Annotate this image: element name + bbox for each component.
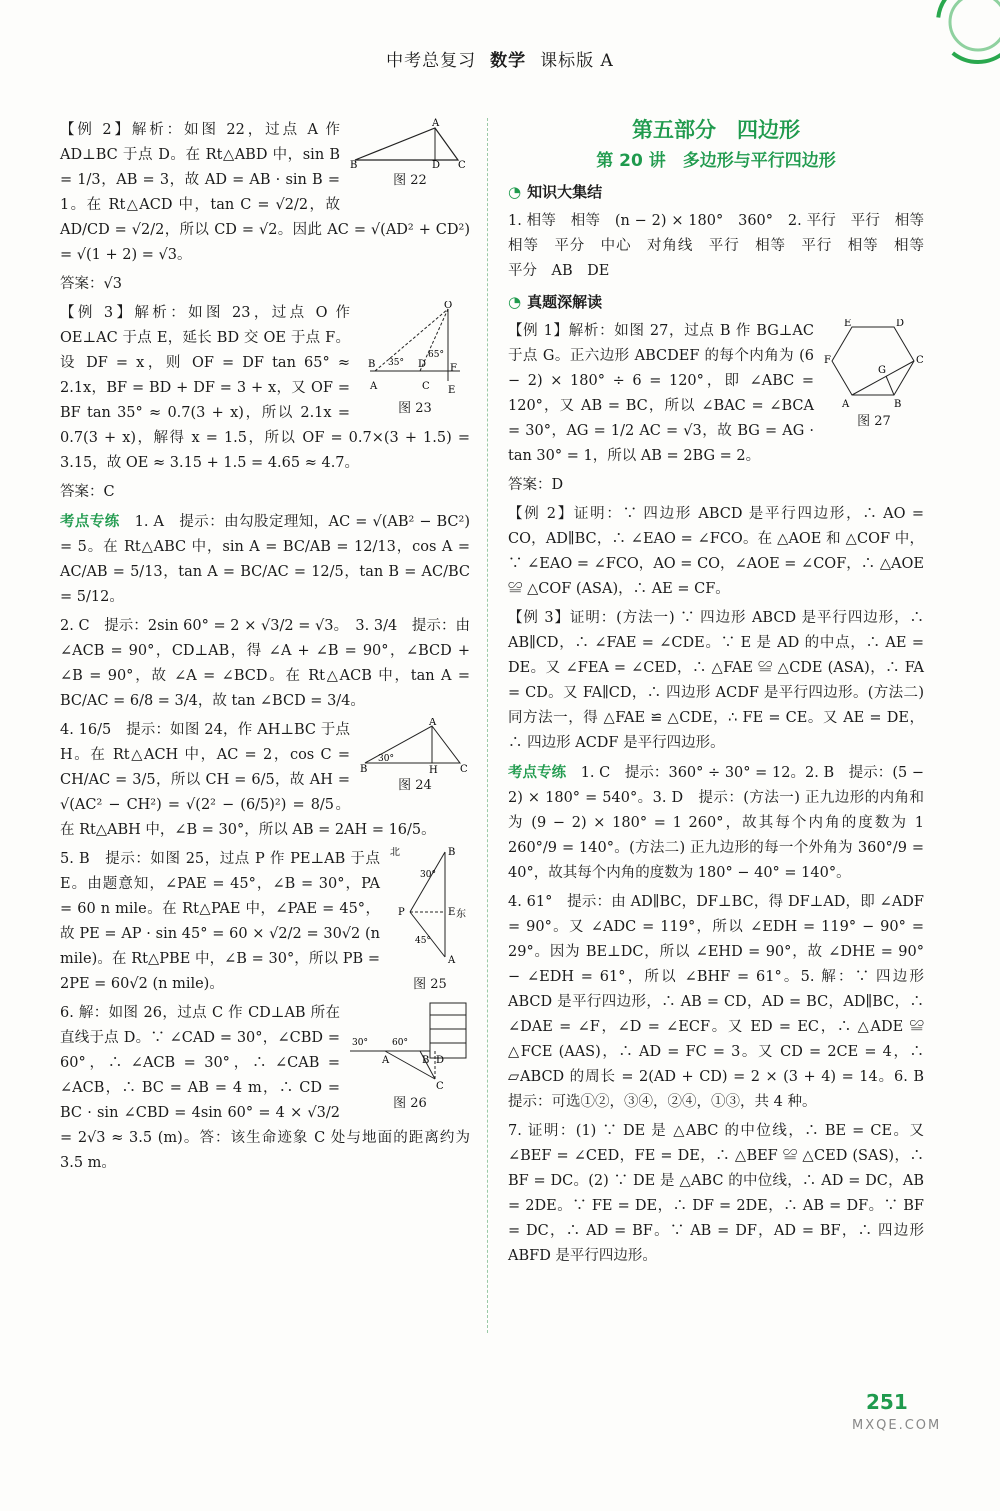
practice-right-7: 7. 证明：(1) ∵ DE 是 △ABC 的中位线，∴ BE = CE。又 ∠BEF = ∠CED，FE = DE，∴ △BEF ≌ △CED (SAS)，∴ BF = DC。(2) ∵ DE 是 △ABC 的中位线，∴ AD = DC，AB = 2DE。∵ FE = DE，∴ DF = 2DE，∴ AB = DF。∵ BF = DC，∴ AD = BF。∵ AB = DF，AD = BF，∴ 四边形 ABFD 是平行四边形。 xyxy=(508,1123,924,1264)
svg-text:30°: 30° xyxy=(378,754,394,764)
svg-text:D: D xyxy=(896,319,905,329)
svg-text:30°: 30° xyxy=(420,870,436,880)
figure-27-caption: 图 27 xyxy=(857,414,891,429)
part-title: 第五部分 四边形 xyxy=(632,118,800,142)
hexagon-figure-27 xyxy=(824,319,924,409)
knowledge-heading-text: 知识大集结 xyxy=(527,183,603,201)
practice-right-1-text: 1. C 提示：360° ÷ 30° = 12。2. B 提示：(5 − 2) × 180° = 540°。3. D 提示：(方法一) 正九边形的内角和为 (9 − 2) × 180° = 1 260°，故其每个内角的度数为 1 260°/9 = 140°。(方法二) 正九边形的每一个外角为 360°/9 = 40°，故其每个内角的度数为 180° − 40° = 140°。 xyxy=(508,765,925,881)
svg-text:65°: 65° xyxy=(428,350,444,360)
example-2-proof: 【例 2】证明：∵ 四边形 ABCD 是平行四边形，∴ AO = CO，AD∥BC，∴ ∠EAO = ∠FCO。在 △AOE 和 △COF 中，∵ ∠EAO = ∠FCO，AO = CO，∠AOE = ∠COF，∴ △AOE ≌ △COF (ASA)，∴ AE = CF。 xyxy=(508,506,924,597)
examples-heading-text: 真题深解读 xyxy=(527,293,603,311)
circle-bullet-icon: ◔ xyxy=(508,293,522,311)
svg-text:A: A xyxy=(382,1055,390,1066)
practice-label-right: 考点专练 xyxy=(508,764,567,781)
figure-27 xyxy=(824,319,924,434)
svg-text:C: C xyxy=(916,355,924,366)
svg-text:E: E xyxy=(844,319,852,329)
svg-text:C: C xyxy=(436,1081,444,1091)
svg-text:B: B xyxy=(422,1055,430,1066)
svg-text:A: A xyxy=(429,718,437,728)
figure-24-caption: 图 24 xyxy=(398,778,432,793)
knowledge-answers: 1. 相等 相等 (n − 2) × 180° 360° 2. 平行 平行 相等 相等 平分 中心 对角线 平行 相等 平行 相等 相等 平分 AB DE xyxy=(508,213,939,279)
practice-right-1 xyxy=(508,760,924,886)
navigation-figure-25 xyxy=(390,847,470,972)
svg-text:B: B xyxy=(894,399,902,409)
svg-text:45°: 45° xyxy=(415,936,431,946)
example-3-answer: 答案：C xyxy=(60,484,115,500)
figure-25 xyxy=(390,847,470,997)
svg-text:东: 东 xyxy=(456,909,466,920)
practice-6: 6. 解：如图 26，过点 C 作 CD⊥AB 所在直线于点 D。∵ ∠CAD = 30°，∠CBD = 60°，∴ ∠ACB = 30°，∴ ∠CAB = ∠ACB，∴ BC = AB = 4 m，∴ CD = BC · sin ∠CBD = 4sin 60° = 4 × √3/2 = 2√3 ≈ 3.5 (m)。答：该生命迹象 C 处与地面的距离约为 3.5 m。 xyxy=(60,1005,470,1171)
svg-text:C: C xyxy=(422,381,430,392)
triangle-figure-24 xyxy=(360,718,470,773)
lecture-title: 第 20 讲 多边形与平行四边形 xyxy=(596,151,836,171)
header-edition: 课标版 A xyxy=(540,51,614,71)
examples-heading xyxy=(508,290,924,315)
figure-22 xyxy=(350,118,470,193)
svg-text:A: A xyxy=(432,118,440,129)
figure-25-caption: 图 25 xyxy=(413,977,447,992)
example-2-solution: 【例 2】解析：如图 22，过点 A 作 AD⊥BC 于点 D。在 Rt△ABD 中，sin B = 1/3，AB = 3，故 AD = AB · sin B = 1。在 Rt△ACD 中，tan C = √2/2，故 AD/CD = √2/2，所以 CD = √2。因此 AC = √(AD² + CD²) = √(1 + 2) = √3。 xyxy=(60,122,470,263)
svg-text:B: B xyxy=(360,764,368,773)
page-number: 251 xyxy=(866,1390,908,1414)
watermark: MXQE.COM xyxy=(852,1418,942,1433)
practice-4: 4. 16/5 提示：如图 24，作 AH⊥BC 于点 H。在 Rt△ACH 中，AC = 2，cos C = CH/AC = 3/5，所以 CH = 6/5，故 AH = √(AC² − CH²) = √(2² − (6/5)²) = 8/5。在 Rt△ABH 中，∠B = 30°，所以 AB = 2AH = 16/5。 xyxy=(60,722,436,838)
practice-5: 5. B 提示：如图 25，过点 P 作 PE⊥AB 于点 E。由题意知，∠PAE = 45°，∠B = 30°，PA = 60 n mile。在 Rt△PAE 中，∠PAE = 45°，故 PE = AP · sin 45° = 60 × √2/2 = 30√2 (n mile)。在 Rt△PBE 中，∠B = 30°，所以 PB = 2PE = 60√2 (n mile)。 xyxy=(60,851,380,992)
example-3-proof: 【例 3】证明：(方法一) ∵ 四边形 ABCD 是平行四边形，∴ AB∥CD，∴ ∠FAE = ∠CDE。∵ E 是 AD 的中点，∴ AE = DE。又 ∠FEA = ∠CED，∴ △FAE ≌ △CDE (ASA)，∴ FA = CD。又 FA∥CD，∴ 四边形 ACDF 是平行四边形。(方法二) 同方法一，得 △FAE ≌ △CDE，∴ FE = CE。又 AE = DE，∴ 四边形 ACDF 是平行四边形。 xyxy=(508,610,924,751)
svg-text:北: 北 xyxy=(390,847,400,858)
svg-text:E: E xyxy=(448,385,456,396)
figure-23-caption: 图 23 xyxy=(398,401,432,416)
triangle-figure-22 xyxy=(350,118,470,168)
example-2-answer: 答案：√3 xyxy=(60,276,122,292)
rescue-figure-26 xyxy=(350,1001,470,1091)
right-column xyxy=(508,118,939,1273)
practice-1-text: 1. A 提示：由勾股定理知，AC = √(AB² − BC²) = 5。在 Rt△ABC 中，sin A = BC/AB = 12/13，cos A = AC/AB = 5/13，tan A = BC/AC = 12/5，tan B = AC/BC = 5/12。 xyxy=(60,514,471,605)
svg-text:O: O xyxy=(444,301,453,311)
circle-bullet-icon: ◔ xyxy=(508,183,522,201)
example-1-solution: 【例 1】解析：如图 27，过点 B 作 BG⊥AC 于点 G。正六边形 ABCDEF 的每个内角为 (6 − 2) × 180° ÷ 6 = 120°，即 ∠ABC = 120°，又 AB = BC，所以 ∠BAC = ∠BCA = 30°，AG = 1/2 AC = √3，故 BG = AG · tan 30° = 1，所以 AB = 2BG = 2。 xyxy=(508,323,814,464)
header-series: 中考总复习 xyxy=(386,51,477,71)
practice-1 xyxy=(60,509,470,610)
figure-26 xyxy=(350,1001,470,1116)
svg-text:B: B xyxy=(368,359,376,370)
svg-text:B: B xyxy=(350,160,358,168)
svg-text:A: A xyxy=(448,955,456,966)
svg-text:A: A xyxy=(370,381,378,392)
knowledge-heading xyxy=(508,180,924,205)
svg-text:C: C xyxy=(458,160,466,168)
example-1-answer: 答案：D xyxy=(508,477,564,493)
svg-text:F: F xyxy=(450,363,457,374)
header-subject: 数学 xyxy=(490,51,527,71)
svg-text:A: A xyxy=(842,399,850,409)
figure-22-caption: 图 22 xyxy=(393,173,427,188)
svg-text:35°: 35° xyxy=(388,358,404,368)
figure-24 xyxy=(360,718,470,798)
svg-text:D: D xyxy=(436,1055,445,1066)
svg-text:F: F xyxy=(824,355,831,366)
svg-text:H: H xyxy=(429,765,438,773)
example-3-solution: 【例 3】解析：如图 23，过点 O 作 OE⊥AC 于点 E，延长 BD 交 OE 于点 F。设 DF = x，则 OF = DF tan 65° ≈ 2.1x，BF = BD + DF = 3 + x，又 OF = BF tan 35° ≈ 0.7(3 + x)，所以 2.1x = 0.7(3 + x)，解得 x = 1.5，所以 OF = 0.7×(3 + 1.5) = 3.15，故 OE ≈ 3.15 + 1.5 = 4.65 ≈ 4.7。 xyxy=(60,305,470,471)
practice-2-3: 2. C 提示：2sin 60° = 2 × √3/2 = √3。 3. 3/4 提示：由 ∠ACB = 90°，CD⊥AB，得 ∠A + ∠B = 90°，∠BCD + ∠B = 90°，故 ∠A = ∠BCD。在 Rt△ACB 中，tan A = BC/AC = 6/8 = 3/4，故 tan ∠BCD = 3/4。 xyxy=(60,618,470,709)
column-divider xyxy=(487,118,488,1333)
figure-23 xyxy=(360,301,470,421)
figure-26-caption: 图 26 xyxy=(393,1096,427,1111)
svg-text:D: D xyxy=(432,160,441,168)
svg-text:G: G xyxy=(878,365,886,376)
svg-text:E: E xyxy=(448,907,456,918)
corner-decoration xyxy=(910,0,1000,90)
svg-text:P: P xyxy=(398,907,405,918)
practice-right-4-6: 4. 61° 提示：由 AD∥BC，DF⊥BC，得 DF⊥AD，即 ∠ADF = 90°。又 ∠ADC = 119°，所以 ∠EDH = 119° − 90° = 29°。因为 BE⊥DC，所以 ∠EHD = 90°，故 ∠DHE = 90° − ∠EDH = 61°，所以 ∠BHF = 61°。5. 解：∵ 四边形 ABCD 是平行四边形，∴ AB = CD，AD = BC，AD∥BC，∴ ∠DAE = ∠F，∠D = ∠ECF。又 ED = EC，∴ △ADE ≌ △FCE (AAS)，∴ AD = FC = 3。又 CD = 2CE = 4，∴ ▱ABCD 的周长 = 2(AD + CD) = 2 × (3 + 4) = 14。6. B 提示：可选①②，③④，②④，①③，共 4 种。 xyxy=(508,894,939,1110)
page-header xyxy=(0,46,1000,71)
svg-text:D: D xyxy=(418,359,427,370)
svg-text:60°: 60° xyxy=(392,1038,408,1048)
svg-text:B: B xyxy=(448,847,456,858)
geometry-figure-23 xyxy=(360,301,470,396)
practice-label: 考点专练 xyxy=(60,513,120,530)
svg-text:30°: 30° xyxy=(352,1038,368,1048)
left-column xyxy=(60,118,470,1180)
svg-text:C: C xyxy=(460,764,468,773)
